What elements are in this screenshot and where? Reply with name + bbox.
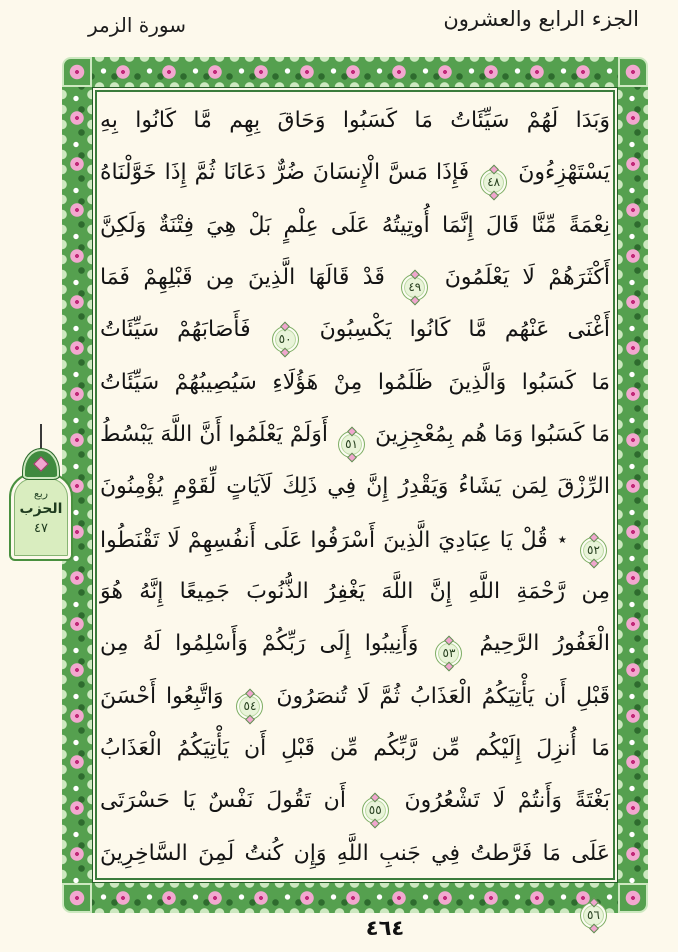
decorative-border-frame — [62, 57, 648, 922]
ayah-text: نِعْمَةً مِّنَّا قَالَ إِنَّمَا أُوتِيتُهُ عَلَى عِلْمٍ بَلْ هِيَ فِتْنَةٌ وَلَكِنَّ — [100, 212, 610, 238]
ayah-text: قُلْ يَا عِبَادِيَ الَّذِينَ أَسْرَفُوا عَلَى أَنفُسِهِمْ لَا تَقْنَطُوا — [100, 527, 548, 553]
ayah-text: عَلَى مَا فَرَّطتُ فِي جَنبِ اللَّهِ وَإِن كُنتُ لَمِنَ السَّاخِرِينَ — [100, 840, 610, 866]
quran-line — [100, 304, 610, 356]
verse-number-badge — [580, 537, 607, 564]
ayah-text: يَسْتَهْزِءُونَ — [518, 160, 610, 186]
hizb-marker-number: ٤٧ — [34, 521, 48, 536]
ayah-text: قَبْلِ أَن يَأْتِيَكُمُ الْعَذَابُ ثُمَّ لَا تُنصَرُونَ — [276, 683, 610, 709]
quran-line — [100, 357, 610, 409]
quran-line — [100, 252, 610, 304]
quran-line — [100, 409, 610, 461]
verse-number-badge — [480, 169, 507, 196]
marker-crown-ornament-icon — [22, 448, 60, 480]
verse-number: ٥١ — [345, 436, 358, 451]
ayah-text: وَأَنِيبُوا إِلَى رَبِّكُمْ وَأَسْلِمُوا لَهُ مِن — [100, 631, 419, 657]
ayah-text: أَكْثَرَهُمْ لَا يَعْلَمُونَ — [444, 264, 611, 290]
verse-number: ٥٠ — [278, 332, 292, 347]
border-corner-flower-icon — [62, 883, 92, 913]
verse-number: ٥٦ — [587, 907, 600, 922]
quran-line — [100, 461, 610, 513]
verse-number-badge — [362, 797, 389, 824]
ayah-text: الْغَفُورُ الرَّحِيمُ — [479, 631, 610, 657]
quran-line — [100, 828, 610, 922]
ayah-text: فَإِذَا مَسَّ الْإِنسَانَ ضُرٌّ دَعَانَا ثُمَّ إِذَا خَوَّلْنَاهُ — [100, 160, 470, 186]
marker-stem — [40, 424, 42, 450]
verse-number: ٥٢ — [587, 542, 600, 557]
quran-line — [100, 775, 610, 827]
border-band-bottom — [92, 883, 618, 913]
verse-number: ٥٥ — [368, 803, 382, 818]
rub-el-hizb-star-icon: ٭ — [557, 529, 568, 550]
quran-line — [100, 671, 610, 723]
ayah-text: وَاتَّبِعُوا أَحْسَنَ — [100, 683, 224, 709]
quran-line — [100, 723, 610, 775]
ayah-text: أَغْنَى عَنْهُم مَّا كَانُوا يَكْسِبُونَ — [319, 317, 610, 343]
ayah-text: أَن تَقُولَ نَفْسٌ يَا حَسْرَتَى — [100, 788, 346, 814]
verse-number: ٤٨ — [487, 175, 501, 190]
quran-text-area — [100, 95, 611, 922]
border-band-right — [618, 87, 648, 883]
verse-number-badge — [236, 693, 263, 720]
verse-number: ٥٤ — [243, 698, 257, 713]
quran-lines — [100, 95, 611, 922]
juz-header-label: الجزء الرابع والعشرون — [443, 7, 639, 31]
border-corner-flower-icon — [62, 57, 92, 87]
page-number: ٤٦٤ — [365, 916, 405, 940]
hizb-quarter-marker — [8, 424, 74, 561]
hizb-marker-word-hizb: الحزب — [19, 501, 63, 517]
ayah-text: مَا كَسَبُوا وَالَّذِينَ ظَلَمُوا مِنْ هَؤُلَاءِ سَيُصِيبُهُمْ سَيِّئَاتُ — [100, 369, 610, 395]
quran-line — [100, 566, 610, 618]
ayah-text: مِن رَّحْمَةِ اللَّهِ إِنَّ اللَّهَ يَغْفِرُ الذُّنُوبَ جَمِيعًا إِنَّهُ هُوَ — [100, 578, 610, 604]
ayah-text: وَبَدَا لَهُمْ سَيِّئَاتُ مَا كَسَبُوا وَحَاقَ بِهِم مَّا كَانُوا بِهِ — [100, 108, 610, 133]
border-corner-flower-icon — [618, 57, 648, 87]
quran-line — [100, 95, 610, 147]
quran-line — [100, 200, 610, 252]
verse-number: ٥٣ — [442, 646, 456, 661]
ayah-text: الرِّزْقَ لِمَن يَشَاءُ وَيَقْدِرُ إِنَّ فِي ذَلِكَ لَآيَاتٍ لِّقَوْمٍ يُؤْمِنُونَ — [100, 474, 610, 500]
verse-number-badge — [272, 326, 299, 353]
verse-number-badge — [435, 640, 462, 667]
ayah-text: مَا كَسَبُوا وَمَا هُم بِمُعْجِزِينَ — [375, 421, 611, 447]
border-corner-flower-icon — [618, 883, 648, 913]
ayah-text: قَدْ قَالَهَا الَّذِينَ مِن قَبْلِهِمْ فَمَا — [100, 264, 385, 290]
ayah-text: مَا أُنزِلَ إِلَيْكُم مِّن رَّبِّكُم مِّن قَبْلِ أَن يَأْتِيَكُمُ الْعَذَابُ — [100, 735, 610, 761]
marker-dome — [9, 473, 73, 561]
surah-header-label: سورة الزمر — [88, 13, 187, 37]
verse-number: ٤٩ — [408, 279, 422, 294]
quran-line — [100, 147, 610, 199]
verse-number-badge — [338, 431, 365, 458]
quran-line — [100, 618, 610, 670]
quran-line — [100, 514, 610, 566]
border-band-top — [92, 57, 618, 87]
ayah-text: أَوَلَمْ يَعْلَمُوا أَنَّ اللَّهَ يَبْسُطُ — [100, 421, 328, 447]
ayah-text: فَأَصَابَهُمْ سَيِّئَاتُ — [100, 317, 251, 343]
verse-number-badge — [401, 274, 428, 301]
ayah-text: بَغْتَةً وَأَنتُمْ لَا تَشْعُرُونَ — [404, 788, 610, 814]
hizb-marker-word-rub: ربع — [33, 487, 49, 500]
